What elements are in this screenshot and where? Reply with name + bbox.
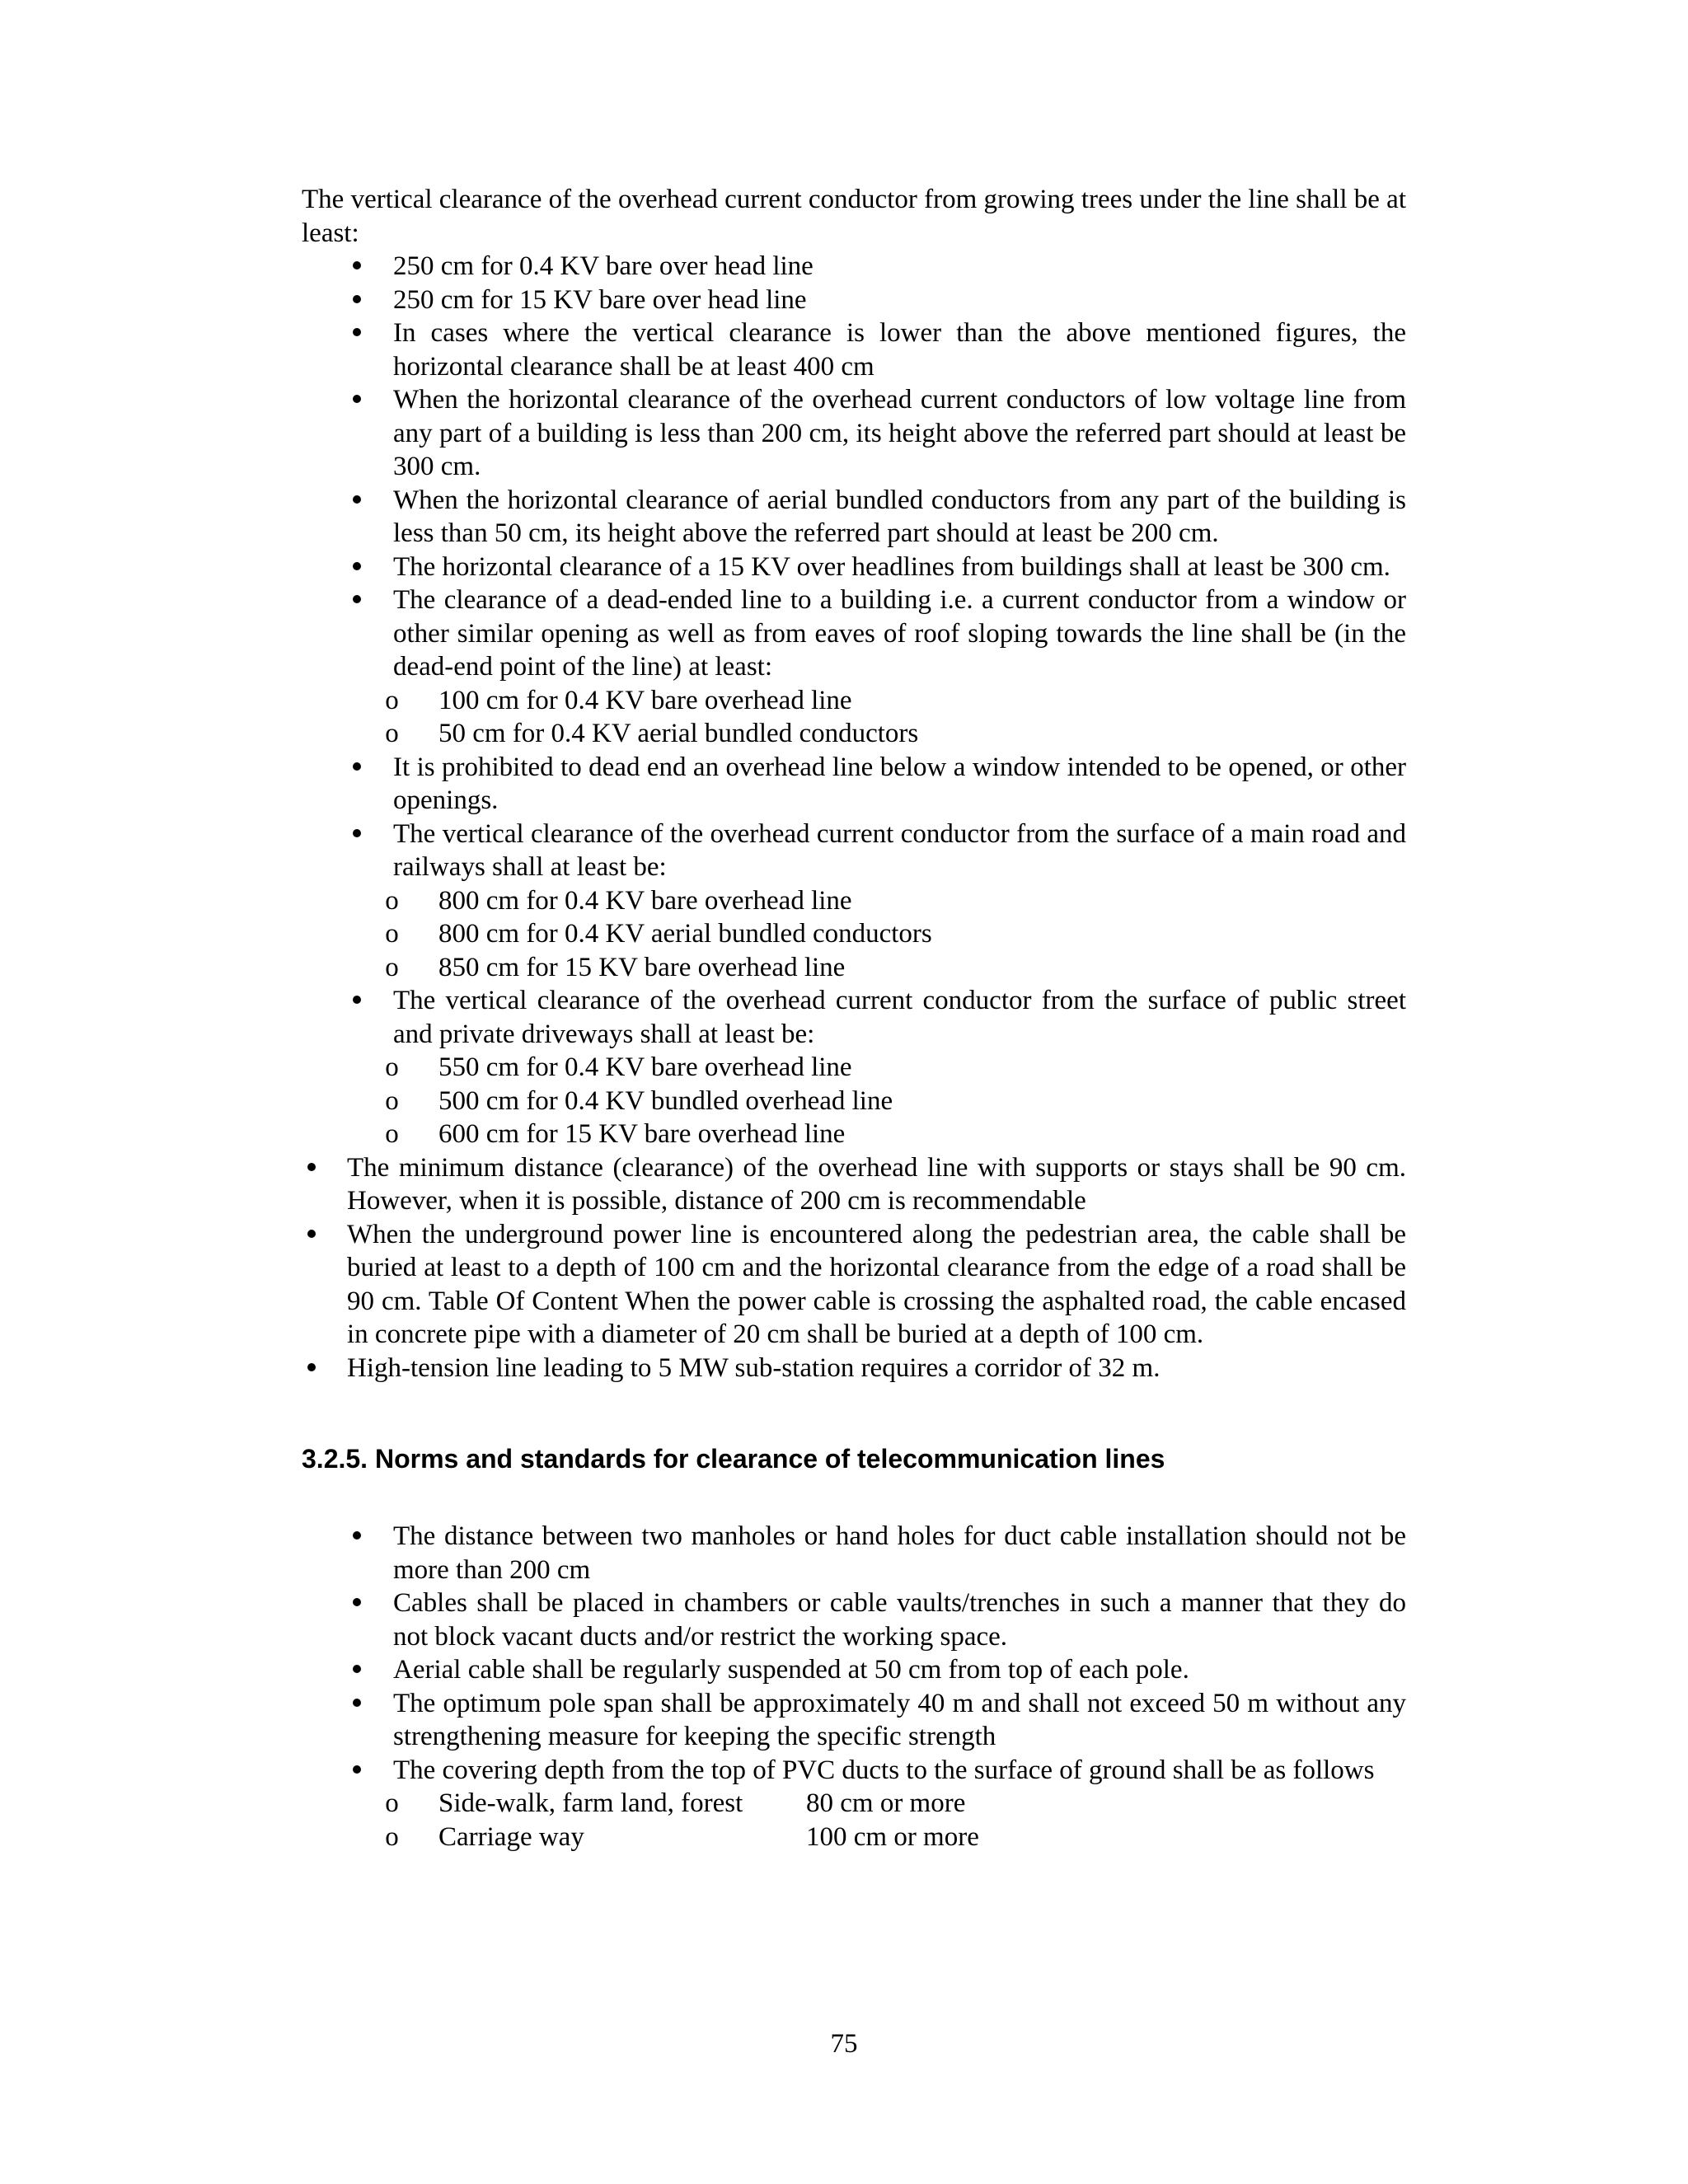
page-number: 75 [830,2029,858,2059]
power-clearance-list [347,250,1406,1151]
bullet-icon [302,1352,335,1385]
sub-list [347,1051,1406,1151]
sub-list [347,884,1406,985]
circle-bullet-icon: o [385,1821,399,1852]
list-item: The distance between two manholes or hand holes for duct cable installation should not be more than 200 cm [347,1520,1406,1586]
sub-list-item: o 600 cm for 15 KV bare overhead line [347,1118,1406,1151]
circle-bullet-icon: o [385,885,399,916]
intro-paragraph: The vertical clearance of the overhead current conductor from growing trees under the line shall be at least: [302,185,1406,248]
sub-list-item: o 550 cm for 0.4 KV bare overhead line [347,1051,1406,1085]
list-item: The horizontal clearance of a 15 KV over headlines from buildings shall at least be 300 cm. [347,551,1406,584]
bullet-icon [347,751,380,785]
sub-list [347,684,1406,751]
list-item: When the horizontal clearance of aerial bundled conductors from any part of the building is less than 50 cm, its height above the referred part should at least be 200 cm. [347,484,1406,551]
circle-bullet-icon: o [385,1119,399,1149]
document-page [302,183,1406,1854]
bullet-icon [347,1520,380,1554]
coverage-table [347,1787,1406,1854]
list-item: 250 cm for 15 KV bare over head line [347,284,1406,317]
coverage-row: o Carriage way 100 cm or more [347,1821,1406,1854]
list-item: Aerial cable shall be regularly suspended at 50 cm from top of each pole. [347,1653,1406,1687]
circle-bullet-icon: o [385,1052,399,1082]
list-item: When the underground power line is encountered along the pedestrian area, the cable shall be buried at least to a depth of 100 cm and the horizontal clearance from the edge of a road shall be 90 cm. Table Of Content When the power cable is crossing the asphalted road, the cable encased in concrete pipe with a diameter of 20 cm shall be buried at a depth of 100 cm. [302,1218,1406,1352]
list-item: High-tension line leading to 5 MW sub-station requires a corridor of 32 m. [302,1352,1406,1385]
bullet-icon [347,484,380,518]
bullet-icon [347,1687,380,1721]
bullet-icon [347,316,380,350]
sub-list-item: o 800 cm for 0.4 KV aerial bundled conductors [347,917,1406,951]
bullet-icon [347,1586,380,1620]
bullet-icon [347,383,380,417]
bullet-icon [302,1218,335,1252]
bullet-icon [347,551,380,584]
list-item: The optimum pole span shall be approximately 40 m and shall not exceed 50 m without any strengthening measure for keeping the specific strength [347,1687,1406,1754]
list-item: The minimum distance (clearance) of the overhead line with supports or stays shall be 90 cm. However, when it is possible, distance of 200 cm is recommendable [302,1151,1406,1218]
list-item: The vertical clearance of the overhead current conductor from the surface of a main road and railways shall at least be: o 800 cm for 0.4 KV bare overhead line o 800 cm for 0.4 KV aerial bundled conductors o 850 cm for 15 KV bare overhead line [347,818,1406,985]
list-item: In cases where the vertical clearance is lower than the above mentioned figures, the horizontal clearance shall be at least 400 cm [347,316,1406,383]
circle-bullet-icon: o [385,1788,399,1818]
list-item: It is prohibited to dead end an overhead line below a window intended to be opened, or other openings. [347,751,1406,818]
section-heading: 3.2.5. Norms and standards for clearance of telecommunication lines [302,1444,1165,1474]
list-item: When the horizontal clearance of the overhead current conductors of low voltage line from any part of a building is less than 200 cm, its height above the referred part should at least be 300 cm. [347,383,1406,484]
bullet-icon [347,284,380,317]
list-item: The clearance of a dead-ended line to a building i.e. a current conductor from a window or other similar opening as well as from eaves of roof sloping towards the line shall be (in the dead-end point of the line) at least: o 100 cm for 0.4 KV bare overhead line o 50 cm for 0.4 KV aerial bundled conductors [347,583,1406,751]
list-item: Cables shall be placed in chambers or cable vaults/trenches in such a manner that they do not block vacant ducts and/or restrict the working space. [347,1586,1406,1653]
circle-bullet-icon: o [385,719,399,748]
telecom-list [347,1520,1406,1854]
sub-list-item: o 100 cm for 0.4 KV bare overhead line [347,684,1406,718]
list-item: The covering depth from the top of PVC ducts to the surface of ground shall be as follows o Side-walk, farm land, forest 80 cm or more o Carriage way 100 cm or more [347,1754,1406,1854]
circle-bullet-icon: o [385,952,399,982]
sub-list-item: o 850 cm for 15 KV bare overhead line [347,951,1406,985]
circle-bullet-icon: o [385,919,399,949]
coverage-row: o Side-walk, farm land, forest 80 cm or more [347,1787,1406,1821]
list-item: 250 cm for 0.4 KV bare over head line [347,250,1406,284]
bullet-icon [347,984,380,1018]
bullet-icon [347,250,380,284]
circle-bullet-icon: o [385,685,399,715]
circle-bullet-icon: o [385,1085,399,1116]
sub-list-item: o 50 cm for 0.4 KV aerial bundled conductors [347,717,1406,751]
general-clearance-list [302,1151,1406,1385]
bullet-icon [347,1754,380,1788]
bullet-icon [302,1151,335,1185]
sub-list-item: o 800 cm for 0.4 KV bare overhead line [347,884,1406,918]
bullet-icon [347,818,380,851]
bullet-icon [347,583,380,617]
list-item: The vertical clearance of the overhead current conductor from the surface of public street and private driveways shall at least be: o 550 cm for 0.4 KV bare overhead line o 500 cm for 0.4 KV bundled overhead line o 600 cm for 15 KV bare overhead line [347,984,1406,1151]
bullet-icon [347,1653,380,1687]
sub-list-item: o 500 cm for 0.4 KV bundled overhead line [347,1085,1406,1118]
